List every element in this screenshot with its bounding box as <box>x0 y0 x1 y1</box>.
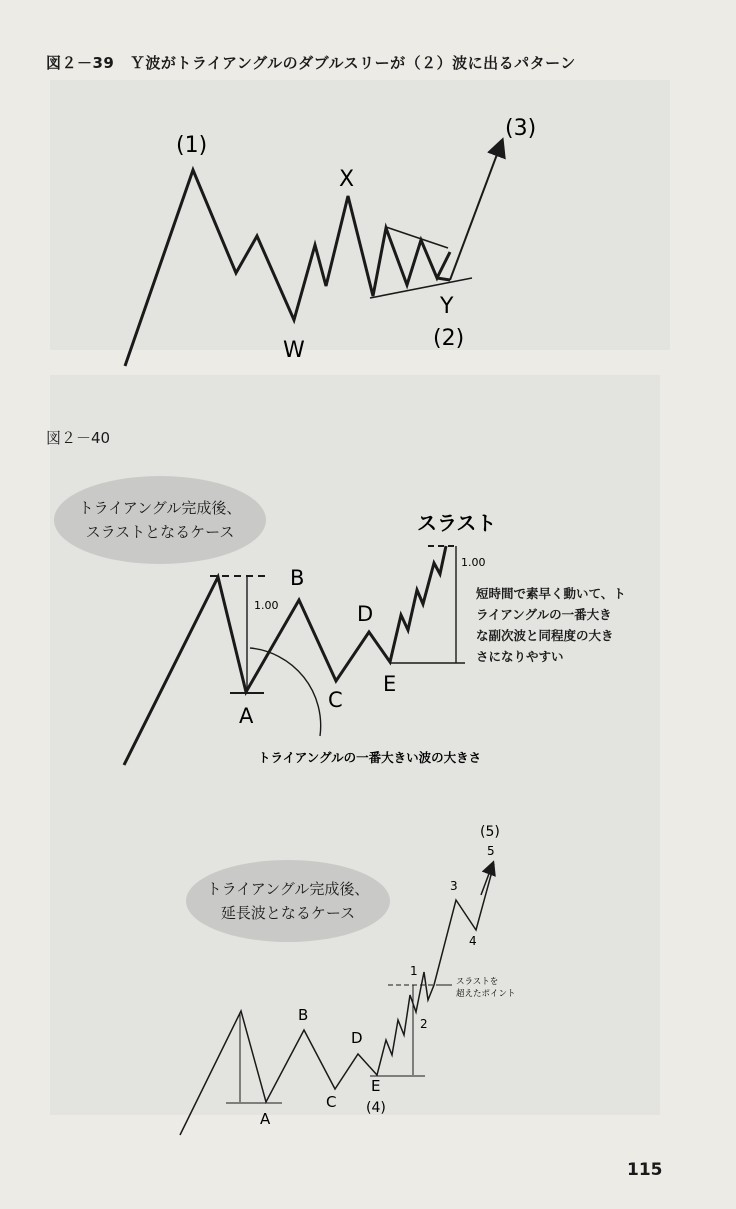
thrust-exceed-line-2: 超えたポイント <box>456 989 516 999</box>
label-x: X <box>339 167 355 192</box>
label-lower-c: C <box>326 1093 337 1111</box>
point-a: A <box>239 704 254 728</box>
extension-wave-path <box>180 864 494 1135</box>
thrust-case-line-2: スラストとなるケース <box>85 523 235 541</box>
label-two: 2 <box>420 1017 428 1031</box>
ratio-left: 1.00 <box>254 599 279 612</box>
label-wave-1: (1) <box>176 133 208 158</box>
note-line-1: 短時間で素早く動いて、ト <box>476 586 626 601</box>
label-five: 5 <box>487 844 495 858</box>
triangle-y-path <box>437 278 450 280</box>
wave-3-arrow <box>450 141 502 280</box>
note-line-4: さになりやすい <box>476 649 564 664</box>
label-three: 3 <box>450 879 458 893</box>
point-d: D <box>357 602 374 626</box>
label-y: Y <box>440 294 454 319</box>
thrust-case-line-1: トライアングル完成後、 <box>78 499 242 517</box>
figure-40-label: 図２－40 <box>46 429 111 447</box>
label-wave-2: (2) <box>433 326 465 351</box>
triangle-upper-boundary <box>386 227 448 248</box>
point-e: E <box>383 672 397 696</box>
extension-diagram <box>180 863 494 1135</box>
page-number: 115 <box>627 1160 663 1180</box>
figure-39-wave-path <box>125 170 450 366</box>
label-lower-d: D <box>351 1029 363 1047</box>
figure-39-caption: 図２－39 Ｙ波がトライアングルのダブルスリーが（２）波に出るパターン <box>46 54 576 72</box>
triangle-lower-boundary <box>370 278 472 298</box>
label-one: 1 <box>410 964 418 978</box>
thrust-title: スラスト <box>417 511 497 535</box>
label-w: W <box>283 338 305 363</box>
extension-case-line-1: トライアングル完成後、 <box>206 880 370 898</box>
label-five-paren: (5) <box>480 824 500 840</box>
label-lower-a: A <box>260 1110 271 1128</box>
label-lower-b: B <box>298 1006 309 1024</box>
label-four: 4 <box>469 934 477 948</box>
point-c: C <box>328 688 343 712</box>
note-line-2: ライアングルの一番大き <box>476 607 612 622</box>
note-line-3: な副次波と同程度の大き <box>476 628 614 643</box>
point-b: B <box>290 566 305 590</box>
thrust-exceed-line-1: スラストを <box>456 977 499 987</box>
ratio-right: 1.00 <box>461 556 486 569</box>
label-wave-3: (3) <box>505 116 537 141</box>
thrust-wave-path <box>124 546 446 765</box>
extension-case-line-2: 延長波となるケース <box>220 904 356 922</box>
arc-caption: トライアングルの一番大きい波の大きさ <box>258 750 482 765</box>
label-four-paren: (4) <box>366 1100 386 1116</box>
label-lower-e: E <box>371 1077 381 1095</box>
